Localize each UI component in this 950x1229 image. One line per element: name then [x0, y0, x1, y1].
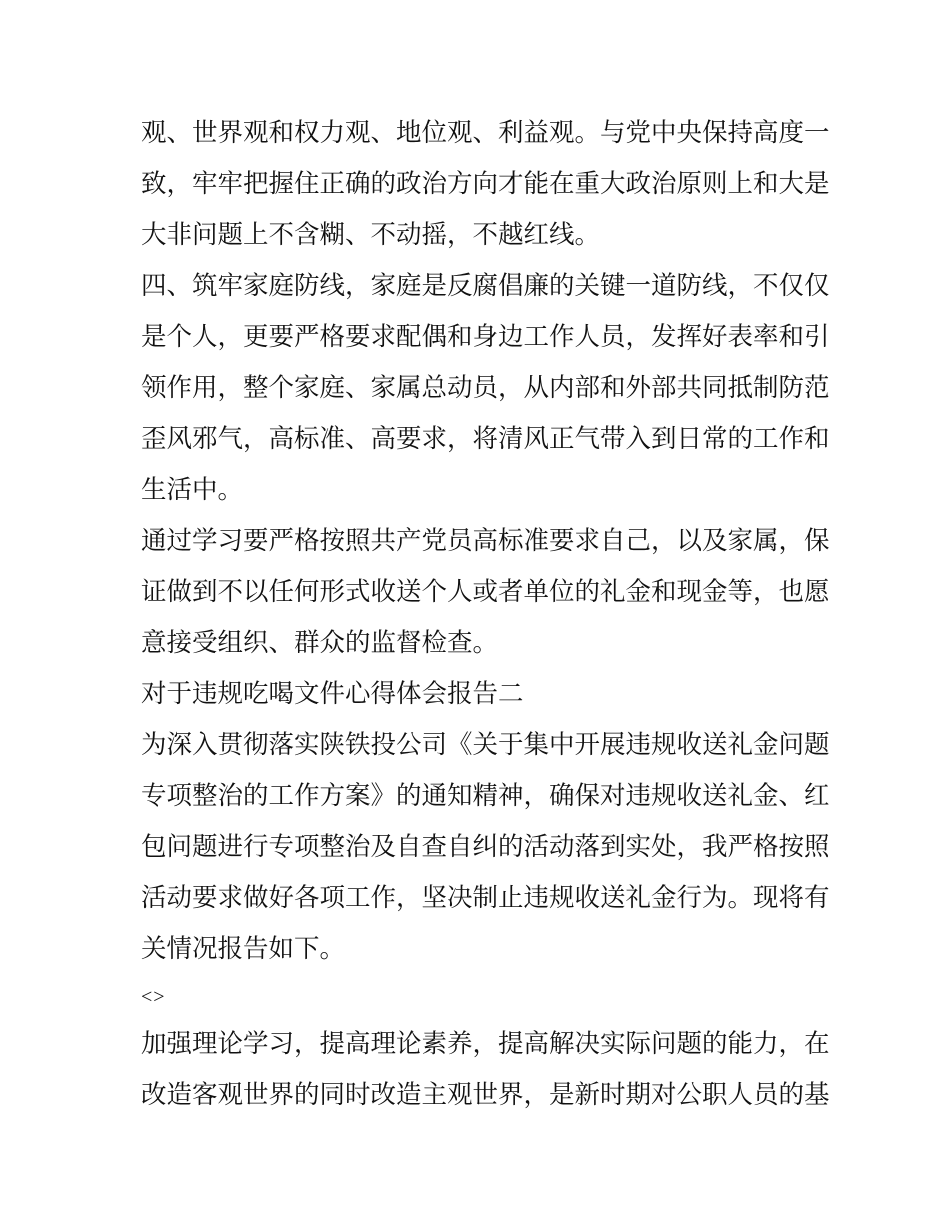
text-line: 观、世界观和权力观、地位观、利益观。与党中央保持高度一 — [141, 118, 830, 148]
text-line: 关情况报告如下。 — [141, 934, 346, 964]
text-line: 为深入贯彻落实陕铁投公司《关于集中开展违规收送礼金问题 — [141, 730, 830, 760]
text-line: 意接受组织、群众的监督检查。 — [141, 628, 499, 658]
text-line: 大非问题上不含糊、不动摇，不越红线。 — [141, 220, 601, 250]
text-line: 是个人，更要严格要求配偶和身边工作人员，发挥好表率和引 — [141, 322, 830, 352]
text-line: 通过学习要严格按照共产党员高标准要求自己，以及家属，保 — [141, 526, 830, 556]
text-line: 四、筑牢家庭防线，家庭是反腐倡廉的关键一道防线，不仅仅 — [141, 271, 830, 301]
document-body — [141, 108, 830, 1121]
section-heading: 对于违规吃喝文件心得体会报告二 — [141, 679, 524, 709]
text-line: 专项整治的工作方案》的通知精神，确保对违规收送礼金、红 — [141, 781, 830, 811]
text-line: 致，牢牢把握住正确的政治方向才能在重大政治原则上和大是 — [141, 169, 830, 199]
placeholder-marker: <> — [141, 986, 166, 1008]
text-line: 生活中。 — [141, 475, 244, 505]
text-line: 加强理论学习，提高理论素养，提高解决实际问题的能力，在 — [141, 1029, 830, 1059]
text-line: 活动要求做好各项工作，坚决制止违规收送礼金行为。现将有 — [141, 883, 830, 913]
text-line: 证做到不以任何形式收送个人或者单位的礼金和现金等，也愿 — [141, 577, 830, 607]
text-line: 改造客观世界的同时改造主观世界，是新时期对公职人员的基 — [141, 1080, 830, 1110]
text-line: 歪风邪气，高标准、高要求，将清风正气带入到日常的工作和 — [141, 424, 830, 454]
text-line: 包问题进行专项整治及自查自纠的活动落到实处，我严格按照 — [141, 832, 830, 862]
text-line: 领作用，整个家庭、家属总动员，从内部和外部共同抵制防范 — [141, 373, 830, 403]
